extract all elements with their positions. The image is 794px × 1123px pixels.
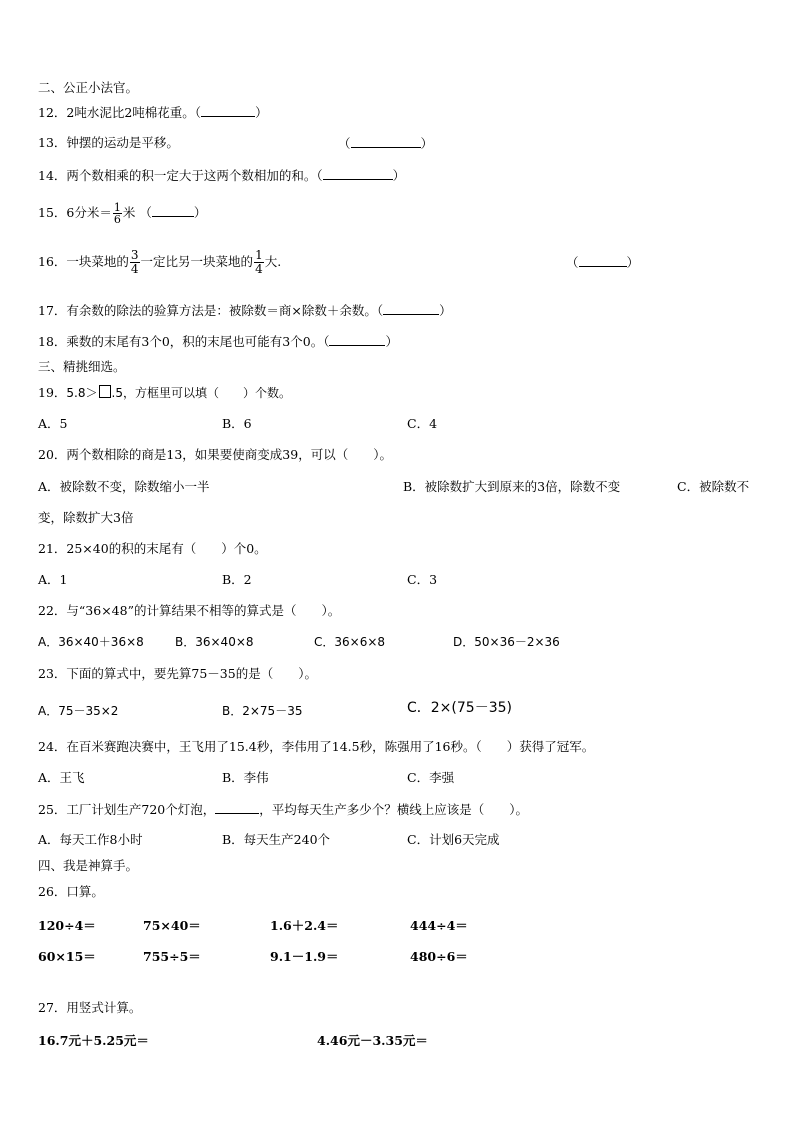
vertical-calc-item: 16.7元＋5.25元＝: [38, 1033, 149, 1048]
section-4-title: 四、我是神算手。: [38, 858, 139, 873]
q23-option-c[interactable]: C．2×(75－35): [407, 700, 512, 716]
question-25: 25．工厂计划生产720个灯泡， ，平均每天生产多少个？横线上应该是（ ）。: [38, 802, 529, 817]
q24-option-a[interactable]: A．王飞: [38, 770, 85, 785]
q22-option-d[interactable]: D．50×36－2×36: [453, 635, 560, 649]
calc-item: 60×15＝: [38, 949, 96, 964]
question-19: 19．5.8＞ .5，方框里可以填（ ）个数。: [38, 385, 291, 400]
calc-item: 1.6＋2.4＝: [270, 918, 339, 933]
calc-item: 755÷5＝: [143, 949, 201, 964]
calc-item: 480÷6＝: [410, 949, 468, 964]
question-12: 12．2吨水泥比2吨棉花重。（ ）: [38, 105, 268, 120]
answer-blank[interactable]: [329, 333, 385, 346]
q25-option-a[interactable]: A．每天工作8小时: [38, 832, 143, 847]
question-15: 15．6分米＝ $\frac{1}{6}$ 米 （ ）: [38, 201, 207, 226]
q20-option-b[interactable]: B．被除数扩大到原来的3倍，除数不变: [403, 479, 621, 494]
answer-blank[interactable]: [579, 254, 627, 267]
calc-item: 9.1－1.9＝: [270, 949, 339, 964]
q24-option-b[interactable]: B．李伟: [222, 770, 269, 785]
q22-option-c[interactable]: C．36×6×8: [314, 635, 386, 649]
q20-option-c-cont: 变，除数扩大3倍: [38, 510, 134, 525]
question-14: 14．两个数相乘的积一定大于这两个数相加的和。（ ）: [38, 168, 406, 183]
q22-option-a[interactable]: A．36×40＋36×8: [38, 635, 144, 649]
q19-option-b[interactable]: B．6: [222, 416, 252, 431]
q21-option-c[interactable]: C．3: [407, 572, 438, 587]
section-2-title: 二、公正小法官。: [38, 80, 139, 95]
q21-option-b[interactable]: B．2: [222, 572, 252, 587]
question-26: 26．口算。: [38, 884, 104, 899]
q19-option-c[interactable]: C．4: [407, 416, 438, 431]
calc-item: 444÷4＝: [410, 918, 468, 933]
question-18: 18．乘数的末尾有3个0，积的末尾也可能有3个0。（ ）: [38, 334, 398, 349]
calc-item: 120÷4＝: [38, 918, 96, 933]
section-3-title: 三、精挑细选。: [38, 359, 126, 374]
question-23: 23．下面的算式中，要先算75－35的是（ ）。: [38, 666, 317, 681]
q23-option-a[interactable]: A．75－35×2: [38, 704, 119, 718]
answer-blank[interactable]: [201, 104, 255, 117]
answer-blank[interactable]: [351, 135, 421, 148]
question-24: 24．在百米赛跑决赛中，王飞用了15.4秒，李伟用了14.5秒，陈强用了16秒。（ ）获得了冠军。: [38, 739, 595, 754]
q14-text: 14．两个数相乘的积一定大于这两个数相加的和。（: [38, 168, 323, 183]
question-22: 22．与“36×48”的计算结果不相等的算式是（ ）。: [38, 603, 341, 618]
question-21: 21．25×40的积的末尾有（ ）个0。: [38, 541, 267, 556]
fraction-1-6: $\frac{1}{6}$: [113, 201, 121, 226]
q20-option-a[interactable]: A．被除数不变，除数缩小一半: [38, 479, 210, 494]
q22-option-b[interactable]: B．36×40×8: [175, 635, 254, 649]
vertical-calc-item: 4.46元－3.35元＝: [317, 1033, 428, 1048]
question-17: 17．有余数的除法的验算方法是：被除数＝商×除数＋余数。（ ）: [38, 303, 452, 318]
q19-option-a[interactable]: A．5: [38, 416, 68, 431]
q21-option-a[interactable]: A．1: [38, 572, 68, 587]
q25-option-c[interactable]: C．计划6天完成: [407, 832, 500, 847]
answer-blank[interactable]: [323, 167, 393, 180]
q12-text: 12．2吨水泥比2吨棉花重。（: [38, 105, 202, 120]
fraction-3-4: $\frac{3}{4}$: [130, 248, 139, 276]
answer-blank[interactable]: [383, 302, 439, 315]
q13-answer: （ ）: [338, 136, 434, 151]
question-27: 27．用竖式计算。: [38, 1000, 142, 1015]
q24-option-c[interactable]: C．李强: [407, 770, 455, 785]
q20-option-c[interactable]: C．被除数不: [677, 479, 750, 494]
answer-blank[interactable]: [215, 801, 259, 814]
fraction-1-4: $\frac{1}{4}$: [255, 248, 263, 276]
answer-blank[interactable]: [152, 204, 194, 217]
q16-answer: （ ）: [566, 255, 640, 270]
calc-item: 75×40＝: [143, 918, 201, 933]
q25-option-b[interactable]: B．每天生产240个: [222, 832, 331, 847]
square-box-icon: [99, 385, 111, 398]
question-20: 20．两个数相除的商是13，如果要使商变成39，可以（ ）。: [38, 447, 392, 462]
question-16: 16．一块菜地的 $\frac{3}{4}$ 一定比另一块菜地的 $\frac{1}{4}$ 大.: [38, 248, 282, 276]
q13-text: 13．钟摆的运动是平移。: [38, 135, 179, 150]
q23-option-b[interactable]: B．2×75－35: [222, 704, 303, 718]
question-13: [38, 135, 179, 151]
